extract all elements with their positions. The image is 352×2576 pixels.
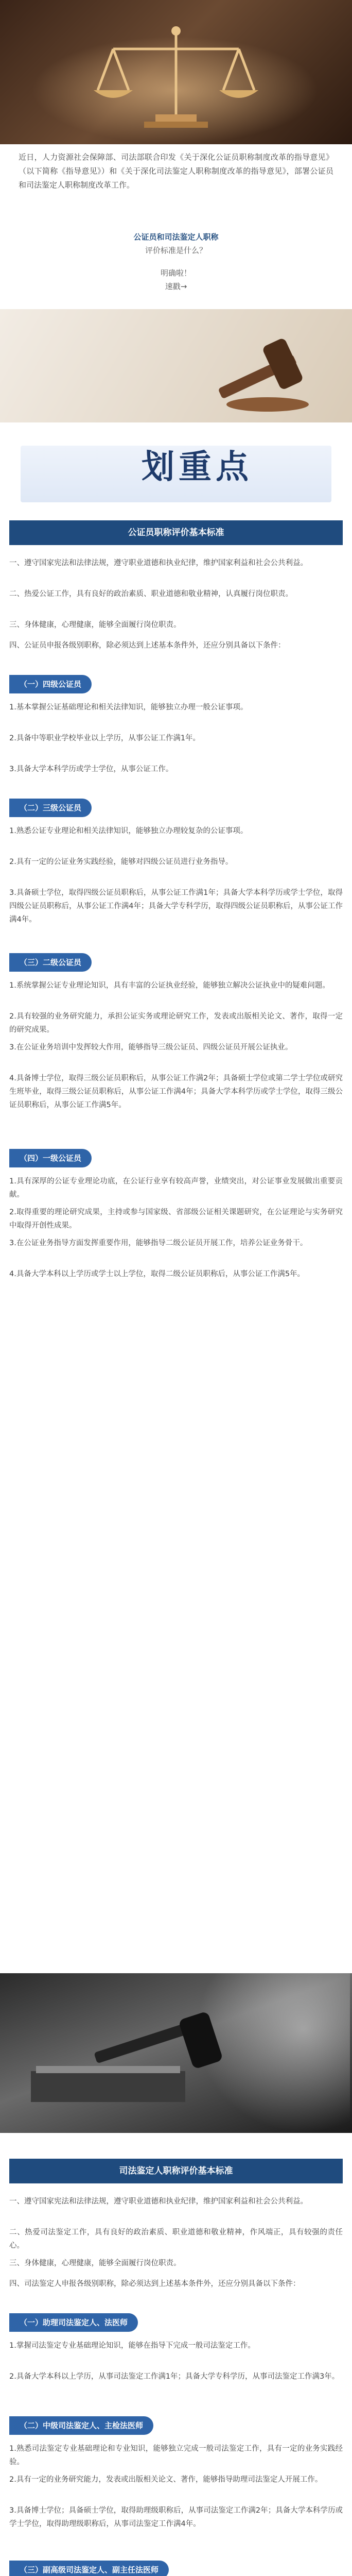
notary-level-4-item-2: 2.具备中等职业学校毕业以上学历，从事公证工作满1年。 [9, 734, 201, 742]
forensic-general-1: 一、遵守国家宪法和法律法规，遵守职业道德和执业纪律，维护国家利益和社会公共利益。 [9, 2197, 308, 2206]
notary-level-1-item-3: 3.在公证业务指导方面发挥重要作用，能够指导二级公证员开展工作，培养公证业务骨干。 [9, 1239, 308, 1247]
notary-level-4-tag: （一）四级公证员 [9, 675, 92, 693]
notary-level-4-item-1: 1.基本掌握公证基础理论和相关法律知识，能够独立办理一般公证事项。 [9, 703, 248, 711]
notary-level-4-item-3: 3.具备大学本科学历或学士学位，从事公证工作。 [9, 765, 173, 773]
notary-general-2: 二、热爱公证工作，具有良好的政治素质、职业道德和敬业精神，认真履行岗位职责。 [9, 590, 293, 598]
cta-title: 公证员和司法鉴定人职称 [133, 232, 219, 242]
notary-level-2-item-3: 3.在公证业务培训中发挥较大作用，能够指导三级公证员、四级公证员开展公证执业。 [9, 1043, 293, 1052]
cta-question: 明确啦！ [160, 268, 191, 278]
cta-sign: 速戳→ [165, 282, 187, 291]
notary-general-3: 三、身体健康，心理健康，能够全面履行岗位职责。 [9, 621, 181, 629]
notary-general-1: 一、遵守国家宪法和法律法规，遵守职业道德和执业纪律，维护国家利益和社会公共利益。 [9, 559, 308, 567]
notary-level-3-item-1: 1.熟悉公证专业理论和相关法律知识，能够独立办理较复杂的公证事项。 [9, 827, 248, 835]
gavel-icon [0, 309, 352, 422]
notary-level-3-tag: （二）三级公证员 [9, 799, 92, 817]
gavel-photo [0, 309, 352, 422]
hero-scales-image [0, 0, 352, 144]
notary-level-2-item-4: 4.具备博士学位，取得三级公证员职称后，从事公证工作满2年；具备硕士学位或第二学士学位或研究生班毕业，取得三级公证员职称后，从事公证工作满4年；具备大学本科学历或学士学位，取得三级公证员职称后，从事公证工作满5年。 [9, 1074, 343, 1109]
keypoint-title: 划重点 [142, 448, 253, 486]
notary-level-2-tag: （三）二级公证员 [9, 953, 92, 972]
forensic-level-assistant-tag: （一）助理司法鉴定人、法医师 [9, 2313, 138, 2332]
cta-subtitle: 评价标准是什么？ [145, 246, 207, 255]
section-forensic-title: 司法鉴定人职称评价基本标准 [9, 2159, 343, 2183]
notary-level-2-item-2: 2.具有较强的业务研究能力，承担公证实务或理论研究工作，发表或出版相关论文、著作，取得一定的研究成果。 [9, 1012, 343, 1034]
forensic-assistant-item-1: 1.掌握司法鉴定专业基础理论知识，能够在指导下完成一般司法鉴定工作。 [9, 2342, 255, 2350]
section-notary-title: 公证员职称评价基本标准 [9, 520, 343, 545]
notary-level-1-item-1: 1.具有深厚的公证专业理论功底，在公证行业享有较高声誉，业绩突出，对公证事业发展做出重要贡献。 [9, 1177, 343, 1199]
notary-general-4: 四、公证员申报各级别职称，除必须达到上述基本条件外，还应分别具备以下条件： [9, 641, 286, 650]
intro-paragraph: 近日，人力资源社会保障部、司法部联合印发《关于深化公证员职称制度改革的指导意见》（以下简称《指导意见》）和《关于深化司法鉴定人职称制度改革的指导意见》，部署公证员和司法鉴定人职称制度改革工作。 [19, 152, 333, 190]
forensic-middle-item-1: 1.熟悉司法鉴定专业基础理论和专业知识，能够独立完成一般司法鉴定工作，具有一定的业务实践经验。 [9, 2445, 343, 2466]
forensic-general-2: 二、热爱司法鉴定工作，具有良好的政治素质、职业道德和敬业精神，作风端正，具有较强的责任心。 [9, 2228, 343, 2250]
notary-level-3-item-3: 3.具备硕士学位，取得四级公证员职称后，从事公证工作满1年；具备大学本科学历或学士学位，取得四级公证员职称后，从事公证工作满4年；具备大学专科学历，取得四级公证员职称后，从事公证工作满4年。 [9, 889, 343, 924]
notary-level-1-item-4: 4.具备大学本科以上学历或学士以上学位，取得二级公证员职称后，从事公证工作满5年。 [9, 1270, 305, 1278]
scales-of-justice-icon [0, 0, 352, 144]
forensic-general-3: 三、身体健康，心理健康，能够全面履行岗位职责。 [9, 2259, 181, 2267]
keypoint-banner [21, 428, 331, 510]
forensic-middle-item-2: 2.具有一定的业务研究能力，发表或出版相关论文、著作，能够指导助理司法鉴定人开展工作。 [9, 2476, 323, 2484]
notary-level-1-item-2: 2.取得重要的理论研究成果，主持或参与国家级、省部级公证相关课题研究，在公证理论与实务研究中取得开创性成果。 [9, 1208, 343, 1230]
notary-level-3-item-2: 2.具有一定的公证业务实践经验，能够对四级公证员进行业务指导。 [9, 858, 233, 866]
gavel-photo-icon [0, 1973, 352, 2133]
forensic-middle-item-3: 3.具备博士学位；具备硕士学位，取得助理级职称后，从事司法鉴定工作满2年；具备大学本科学历或学士学位，取得助理级职称后，从事司法鉴定工作满4年。 [9, 2506, 343, 2528]
gavel-book-photo [0, 1973, 352, 2133]
forensic-general-4: 四、司法鉴定人申报各级别职称，除必须达到上述基本条件外，还应分别具备以下条件： [9, 2280, 301, 2288]
notary-level-2-item-1: 1.系统掌握公证专业理论知识，具有丰富的公证执业经验，能够独立解决公证执业中的疑难问题。 [9, 981, 330, 990]
forensic-level-middle-tag: （二）中级司法鉴定人、主检法医师 [9, 2416, 153, 2435]
forensic-level-associate-tag: （三）副高级司法鉴定人、副主任法医师 [9, 2561, 169, 2576]
forensic-assistant-item-2: 2.具备大学本科以上学历，从事司法鉴定工作满1年；具备大学专科学历，从事司法鉴定工作满3年。 [9, 2372, 340, 2381]
notary-level-1-tag: （四）一级公证员 [9, 1149, 92, 1167]
